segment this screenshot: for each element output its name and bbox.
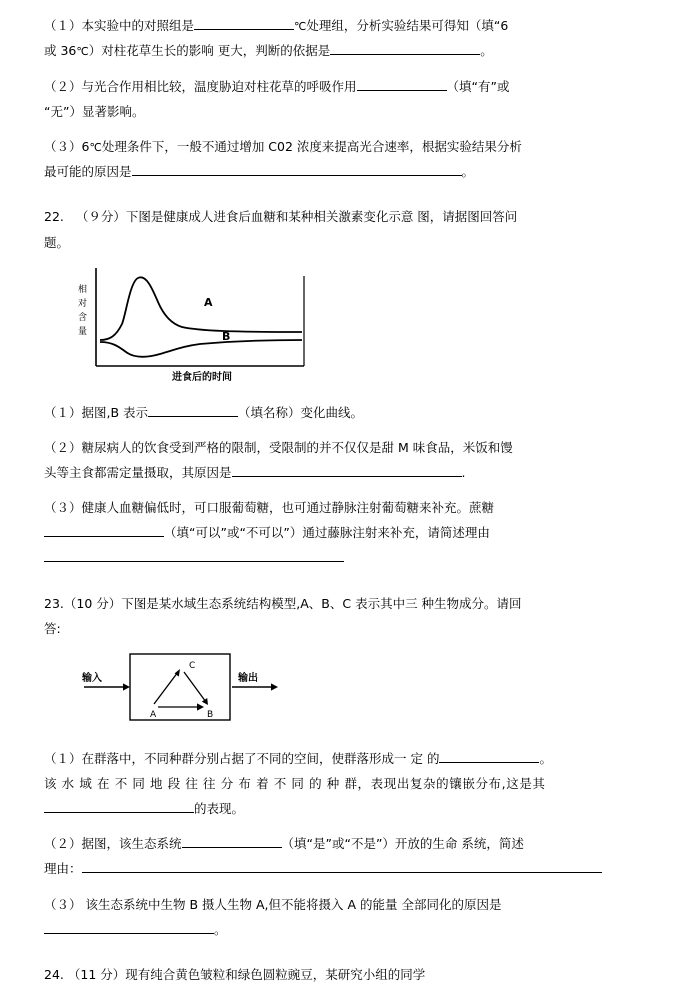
q23-item1-block xyxy=(44,747,650,820)
node-a-label: A xyxy=(150,709,157,720)
question-24-block xyxy=(44,963,650,986)
ecosystem-model-diagram xyxy=(62,650,302,728)
q21-item1-text-e: 。 xyxy=(480,43,493,59)
q23-item3-line2 xyxy=(44,918,650,941)
q21-item3-text-c: 最可能的原因是 xyxy=(44,164,132,180)
q22-item2-block xyxy=(44,436,650,484)
q23-item2-line1 xyxy=(44,832,650,855)
q21-item3-line2 xyxy=(44,160,650,183)
q21-item1-text-b: 处理组，分析实验结果可得知（填“6 xyxy=(306,18,509,33)
x-axis-label: 进食后的时间 xyxy=(172,371,232,382)
q22-stem-line2 xyxy=(44,231,650,254)
q21-item2-block xyxy=(44,75,650,123)
q22-stem-text-1: （９分）下图是健康成人进食后血糖和某种相关激素变化示意 图，请据图回答问 xyxy=(75,209,518,225)
q23-item1-line1 xyxy=(44,747,650,770)
celsius-icon: ℃ xyxy=(76,45,89,59)
celsius-icon: ℃ xyxy=(89,140,102,154)
answer-blank[interactable] xyxy=(330,42,480,55)
q22-item3-block xyxy=(44,496,650,569)
answer-blank[interactable] xyxy=(44,524,164,537)
node-c-label: C xyxy=(189,660,196,671)
curve-a-label: A xyxy=(204,295,213,309)
q21-item2-text-c: “无”）显著影响。 xyxy=(44,103,145,119)
output-label: 输出 xyxy=(238,672,258,684)
q24-stem-text: （11 分）现有纯合黄色皱粒和绿色圆粒豌豆，某研究小组的同学 xyxy=(67,966,426,982)
q22-item3-text-2: （填“可以”或“不可以”）通过藤脉注射来补充，请简述理由 xyxy=(164,525,490,541)
q23-item2-text-1b: （填“是”或“不是”）开放的生命 系统，简述 xyxy=(281,836,524,852)
q21-item1-line2 xyxy=(44,39,650,62)
answer-blank[interactable] xyxy=(194,17,294,30)
q22-item3-line1 xyxy=(44,496,650,519)
q22-item2-line1 xyxy=(44,436,650,459)
q22-item3-line3 xyxy=(44,546,650,569)
q23-item1-line3 xyxy=(44,797,650,820)
q21-item2-line1 xyxy=(44,75,650,98)
q23-stem-line2 xyxy=(44,617,650,640)
q23-item2-block xyxy=(44,832,650,880)
q22-item2-line2 xyxy=(44,461,650,484)
q23-item3-line1 xyxy=(44,893,650,916)
q23-item1-text-3: 的表现。 xyxy=(194,801,245,817)
q22-item1-line xyxy=(44,401,650,424)
q24-stem-line1 xyxy=(44,963,650,986)
q21-item3-block xyxy=(44,135,650,183)
q22-figure xyxy=(44,262,650,389)
q22-item1-text-a: （１）据图,B 表示 xyxy=(44,404,149,420)
q22-item2-text-2a: 头等主食都需定量摄取，其原因是 xyxy=(44,465,232,481)
q23-number: 23. xyxy=(44,595,64,611)
q21-item1-text-d: ）对柱花草生长的影响 更大，判断的依据是 xyxy=(88,43,331,59)
curve-b-label: B xyxy=(222,329,231,343)
q23-figure xyxy=(44,650,650,735)
q22-item3-text-1: （３）健康人血糖偏低时，可口服葡萄糖，也可通过静脉注射葡萄糖来补充。蔗糖 xyxy=(44,500,495,516)
q21-item3-text-d: 。 xyxy=(461,164,475,180)
q21-item1-text-c: 或 36 xyxy=(44,43,77,59)
q24-number: 24. xyxy=(44,966,64,982)
q22-stem-text-2: 题。 xyxy=(44,234,70,250)
q22-item2-text-2b: . xyxy=(461,465,466,481)
q23-item2-text-2a: 理由： xyxy=(44,861,82,877)
q21-item1-text-a: （１）本实验中的对照组是 xyxy=(44,18,195,33)
q23-item1-text-1a: （１）在群落中，不同种群分别占据了不同的空间，使群落形成一 定 的 xyxy=(44,750,440,766)
q22-item1-text-b: （填名称）变化曲线。 xyxy=(238,404,364,420)
celsius-icon: ℃ xyxy=(294,20,307,33)
answer-blank[interactable] xyxy=(182,835,282,848)
y-axis-label-char1: 相 xyxy=(78,284,88,295)
answer-blank[interactable] xyxy=(44,921,214,934)
q23-stem-line1 xyxy=(44,592,650,615)
q22-stem-line1 xyxy=(44,205,650,228)
q22-item3-line2 xyxy=(44,521,650,544)
q23-item3-text-2: 。 xyxy=(214,921,227,937)
question-23-block xyxy=(44,592,650,640)
y-axis-label-char3: 含 xyxy=(78,312,88,323)
y-axis-label-char4: 量 xyxy=(78,326,88,337)
node-b-label: B xyxy=(207,709,214,720)
q22-item2-text-1: （２）糖尿病人的饮食受到严格的限制，受限制的并不仅仅是甜 M 味食品，米饭和馒 xyxy=(44,439,513,455)
q23-item1-text-1b: 。 xyxy=(539,750,552,766)
answer-blank[interactable] xyxy=(357,78,447,91)
y-axis-label-char2: 对 xyxy=(78,298,88,309)
answer-blank[interactable] xyxy=(132,163,462,176)
question-21-block xyxy=(44,14,650,63)
q21-item3-line1 xyxy=(44,135,650,158)
question-22-block xyxy=(44,205,650,253)
q22-number: 22. xyxy=(44,209,64,225)
q21-item3-text-a: （３）6 xyxy=(44,138,90,154)
q23-item2-text-1a: （２）据图，该生态系统 xyxy=(44,836,182,852)
q21-item1-line1 xyxy=(44,14,650,37)
answer-blank[interactable] xyxy=(44,550,344,563)
input-label: 输入 xyxy=(82,672,102,684)
answer-blank[interactable] xyxy=(82,861,602,874)
q21-item3-text-b: 处理条件下，一般不通过增加 C02 浓度来提高光合速率，根据实验结果分析 xyxy=(101,138,522,154)
answer-blank[interactable] xyxy=(439,750,539,763)
q21-item2-text-a: （２）与光合作用相比较，温度胁迫对柱花草的呼吸作用 xyxy=(44,78,357,94)
q23-stem-text-1: （10 分）下图是某水域生态系统结构模型,A、B、C 表示其中三 种生物成分。请回 xyxy=(63,595,522,611)
answer-blank[interactable] xyxy=(44,800,194,813)
answer-blank[interactable] xyxy=(232,464,462,477)
q23-item3-block xyxy=(44,893,650,941)
q23-item1-text-2: 该 水 域 在 不 同 地 段 往 往 分 布 着 不 同 的 种 群，表现出复杂的镶嵌分布,这是其 xyxy=(44,776,546,792)
q22-item1-block xyxy=(44,401,650,424)
q23-item2-line2 xyxy=(44,857,650,880)
q21-item2-text-b: （填“有”或 xyxy=(446,78,510,94)
blood-glucose-chart xyxy=(54,262,314,382)
q23-item1-line2 xyxy=(44,772,650,795)
q23-stem-text-2: 答: xyxy=(44,620,61,636)
q23-item3-text-1: （３） 该生态系统中生物 B 摄人生物 A,但不能将摄入 A 的能量 全部同化的原因是 xyxy=(44,896,502,912)
answer-blank[interactable] xyxy=(148,404,238,417)
q21-item2-line2 xyxy=(44,100,650,123)
